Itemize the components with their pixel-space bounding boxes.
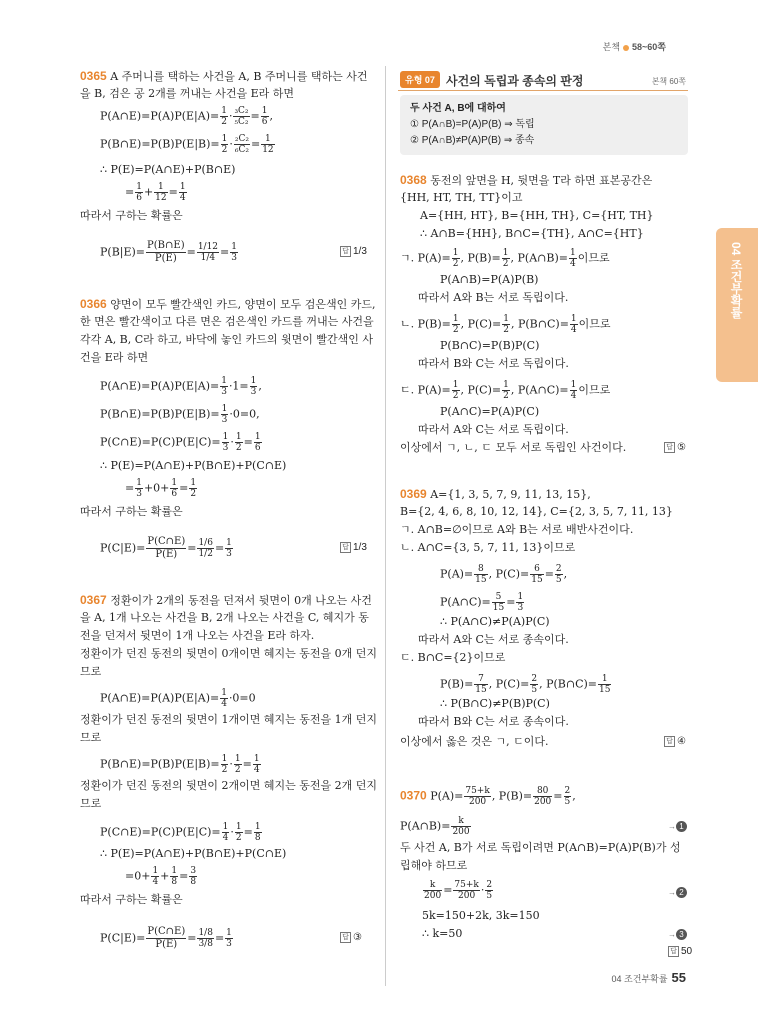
answer-0365: 답 1/3 [340,244,367,260]
answer-0369: 답 ④ [664,734,686,750]
page-number: 55 [671,970,686,985]
type-badge: 유형 07 [400,71,440,88]
answer-0370: 답 50 [668,944,692,960]
type-title: 사건의 독립과 종속의 판정 [446,74,584,88]
answer-0367: 답 ③ [340,930,362,946]
bullet-icon [623,45,629,51]
page-header: 본책 58~60쪽 [602,42,666,52]
chapter-tab: 04 조건부확률 [716,228,758,382]
page-footer: 04 조건부확률 55 [611,970,686,985]
answer-0366: 답 1/3 [340,540,367,556]
summary-box: 두 사건 A, B에 대하여 ① P(A∩B)=P(A)P(B) ⇒ 독립 ② P(A∩B)≠P(A)P(B) ⇒ 종속 [400,95,688,155]
answer-0368: 답 ⑤ [664,440,686,456]
type-ref: 본책 60쪽 [651,77,686,86]
column-divider [385,66,386,986]
